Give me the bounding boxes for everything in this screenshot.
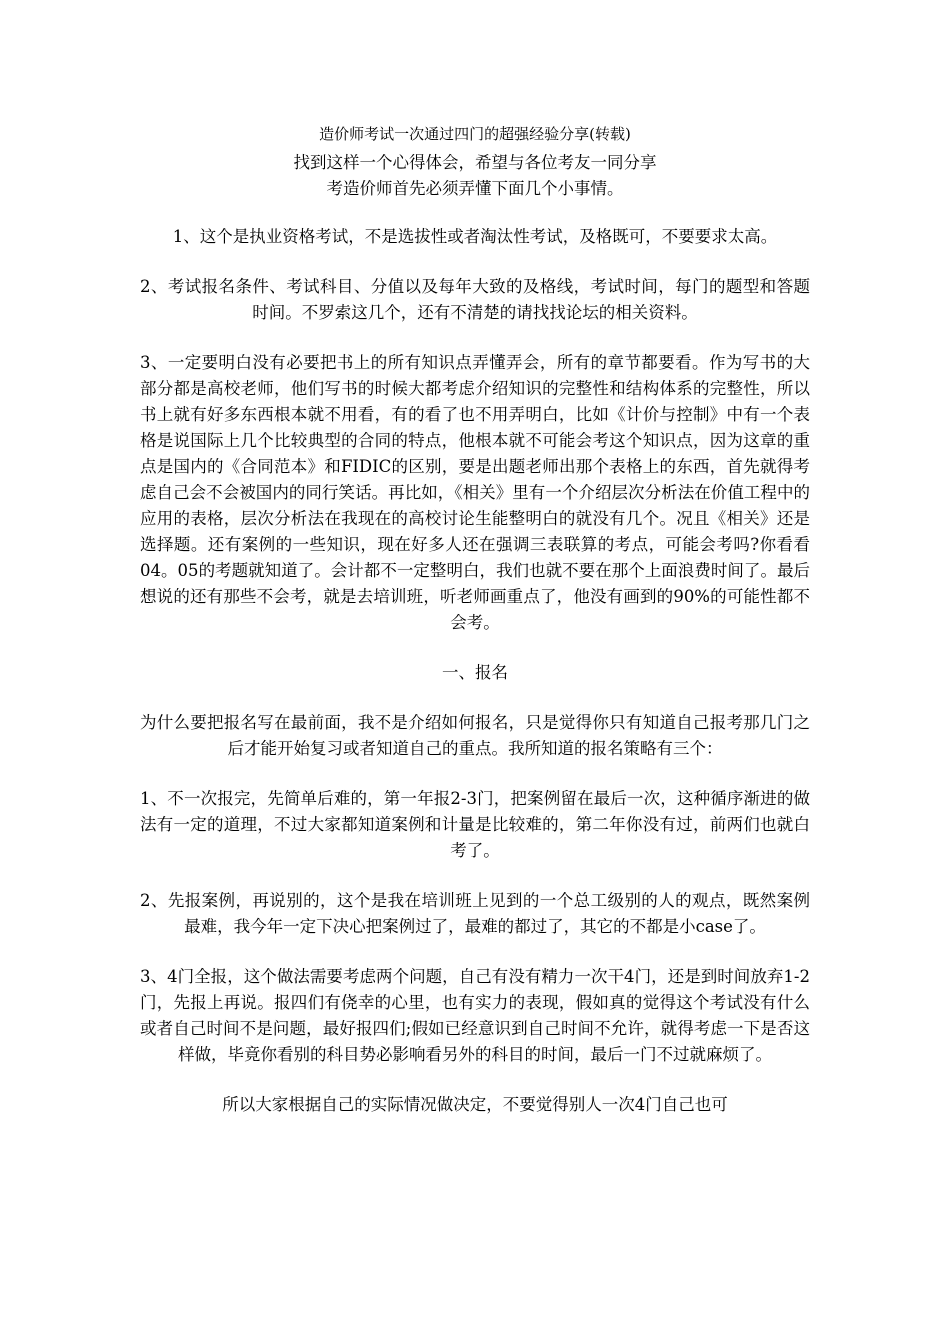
paragraph-3: 3、一定要明白没有必要把书上的所有知识点弄懂弄会，所有的章节都要看。作为写书的大部分都是高校老师，他们写书的时候大都考虑介绍知识的完整性和结构体系的完整性，所以书上就有好多东西根本就不用看，有的看了也不用弄明白，比如《计价与控制》中有一个表格是说国际上几个比较典型的合同的特点，他根本就不可能会考这个知识点，因为这章的重点是国内的《合同范本》和FIDIC的区别，要是出题老师出那个表格上的东西，首先就得考虑自己会不会被国内的同行笑话。再比如，《相关》里有一个介绍层次分析法在价值工程中的应用的表格，层次分析法在我现在的高校讨论生能整明白的就没有几个。况且《相关》还是选择题。还有案例的一些知识，现在好多人还在强调三表联算的考点，可能会考吗?你看看04。05的考题就知道了。会计都不一定整明白，我们也就不要在那个上面浪费时间了。最后想说的还有那些不会考，就是去培训班，听老师画重点了，他没有画到的90%的可能性都不会考。 xyxy=(140,353,810,632)
document-title: 造价师考试一次通过四门的超强经验分享(转载) xyxy=(319,125,631,143)
section-paragraph-1: 为什么要把报名写在最前面，我不是介绍如何报名，只是觉得你只有知道自己报考那几门之后才能开始复习或者知道自己的重点。我所知道的报名策略有三个： xyxy=(140,713,810,758)
paragraph-2: 2、考试报名条件、考试科目、分值以及每年大致的及格线，考试时间，每门的题型和答题时间。不罗索这几个，还有不清楚的请找找论坛的相关资料。 xyxy=(140,277,810,322)
section-paragraph-3: 2、先报案例，再说别的，这个是我在培训班上见到的一个总工级别的人的观点，既然案例最难，我今年一定下决心把案例过了，最难的都过了，其它的不都是小case了。 xyxy=(140,891,810,936)
subtitle-line-1: 找到这样一个心得体会，希望与各位考友一同分享 xyxy=(293,153,657,172)
section-paragraph-5: 所以大家根据自己的实际情况做决定，不要觉得别人一次4门自己也可 xyxy=(222,1095,728,1114)
paragraph-1: 1、这个是执业资格考试，不是选拔性或者淘汰性考试，及格既可，不要要求太高。 xyxy=(172,227,778,246)
section-paragraph-2: 1、不一次报完，先简单后难的，第一年报2-3门，把案例留在最后一次，这种循序渐进的做法有一定的道理，不过大家都知道案例和计量是比较难的，第二年你没有过，前两们也就白考了。 xyxy=(140,789,810,860)
document-body xyxy=(140,122,810,1142)
section-heading: 一、报名 xyxy=(442,663,508,682)
subtitle-line-2: 考造价师首先必须弄懂下面几个小事情。 xyxy=(326,179,624,198)
section-paragraph-4: 3、4门全报，这个做法需要考虑两个问题，自己有没有精力一次干4门，还是到时间放弃1-2门，先报上再说。报四们有侥幸的心里，也有实力的表现，假如真的觉得这个考试没有什么或者自己时间不是问题，最好报四们;假如已经意识到自己时间不允许，就得考虑一下是否这样做，毕竟你看别的科目势必影响看另外的科目的时间，最后一门不过就麻烦了。 xyxy=(140,967,810,1064)
